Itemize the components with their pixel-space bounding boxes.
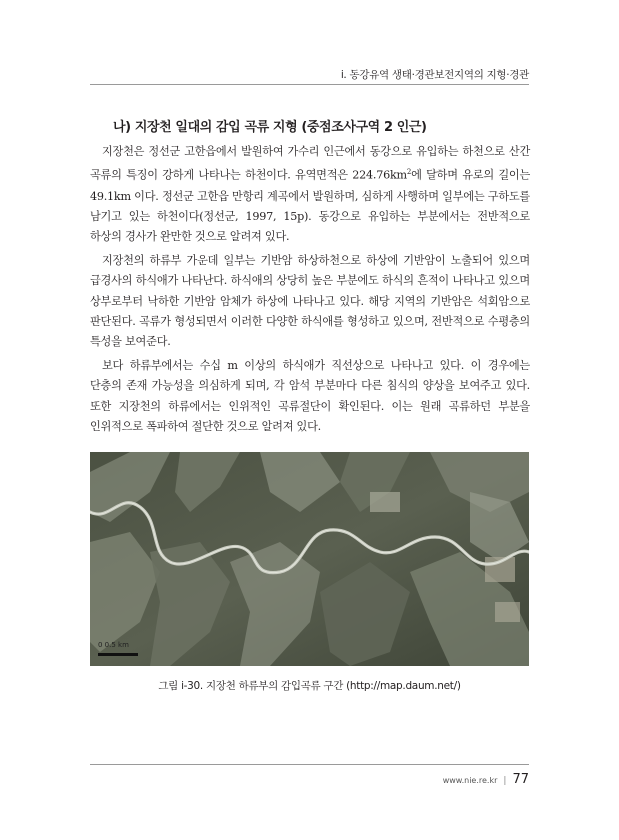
section-title: 나) 지장천 일대의 감입 곡류 지형 (중점조사구역 2 인근)	[113, 120, 427, 135]
figure-caption: 그림 i-30. 지장천 하류부의 감입곡류 구간 (http://map.daum.net/)	[158, 680, 461, 692]
footer-url: www.nie.re.kr	[442, 776, 498, 785]
paragraph-1-text-cont: 에 달하며 유로의 길이는 49.1km 이다. 정선군 고한읍 만항리 계곡에서 발원하며, 심하게 사행하며 일부에는 구하도를 남기고 있는 하천이다(정선군, 1997, 15p). 동강으로 유입하는 부분에서는 전반적으로 하상의 경사가 완만한 것으로 알려져 있다.	[90, 169, 531, 244]
page-number: 77	[512, 772, 529, 787]
paragraph-1	[90, 142, 530, 248]
scale-bar-label: 0 0.5 km	[98, 641, 129, 649]
paragraph-3: 보다 하류부에서는 수십 m 이상의 하식애가 직선상으로 나타나고 있다. 이 경우에는 단층의 존재 가능성을 의심하게 되며, 각 암석 부분마다 다른 침식의 양상을 보여주고 있다. 또한 지장천의 하류에서는 인위적인 곡류절단이 확인된다. 이는 원래 곡류하던 부분을 인위적으로 폭파하여 절단한 것으로 알려져 있다.	[90, 358, 530, 434]
running-head-rule	[90, 84, 529, 85]
footer	[443, 772, 529, 787]
footer-separator: |	[503, 776, 507, 786]
scale-bar-line	[98, 653, 138, 656]
running-head-text: i. 동강유역 생태·경관보전지역의 지형·경관	[340, 69, 529, 81]
satellite-map-image	[90, 452, 529, 666]
body-text	[90, 142, 530, 440]
superscript: 2	[406, 168, 412, 177]
satellite-terrain-graphic	[90, 452, 529, 666]
paragraph-1-text: 지장천은 정선군 고한읍에서 발원하여 가수리 인근에서 동강으로 유입하는 하천으로 산간 곡류의 특징이 강하게 나타나는 하천이다. 유역면적은 224.76km	[90, 145, 530, 183]
scale-bar	[98, 641, 158, 658]
paragraph-2: 지장천의 하류부 가운데 일부는 기반암 하상하천으로 하상에 기반암이 노출되어 있으며 급경사의 하식애가 나타난다. 하식애의 상당히 높은 부분에도 하식의 흔적이 나타나고 있으며 상부로부터 낙하한 기반암 암체가 하상에 나타나고 있다. 해당 지역의 기반암은 석회암으로 판단된다. 곡류가 형성되면서 이러한 다양한 하식애를 형성하고 있으며, 전반적으로 수평층의 특성을 보여준다.	[90, 253, 530, 349]
footer-rule	[90, 764, 529, 765]
running-head	[0, 67, 619, 89]
